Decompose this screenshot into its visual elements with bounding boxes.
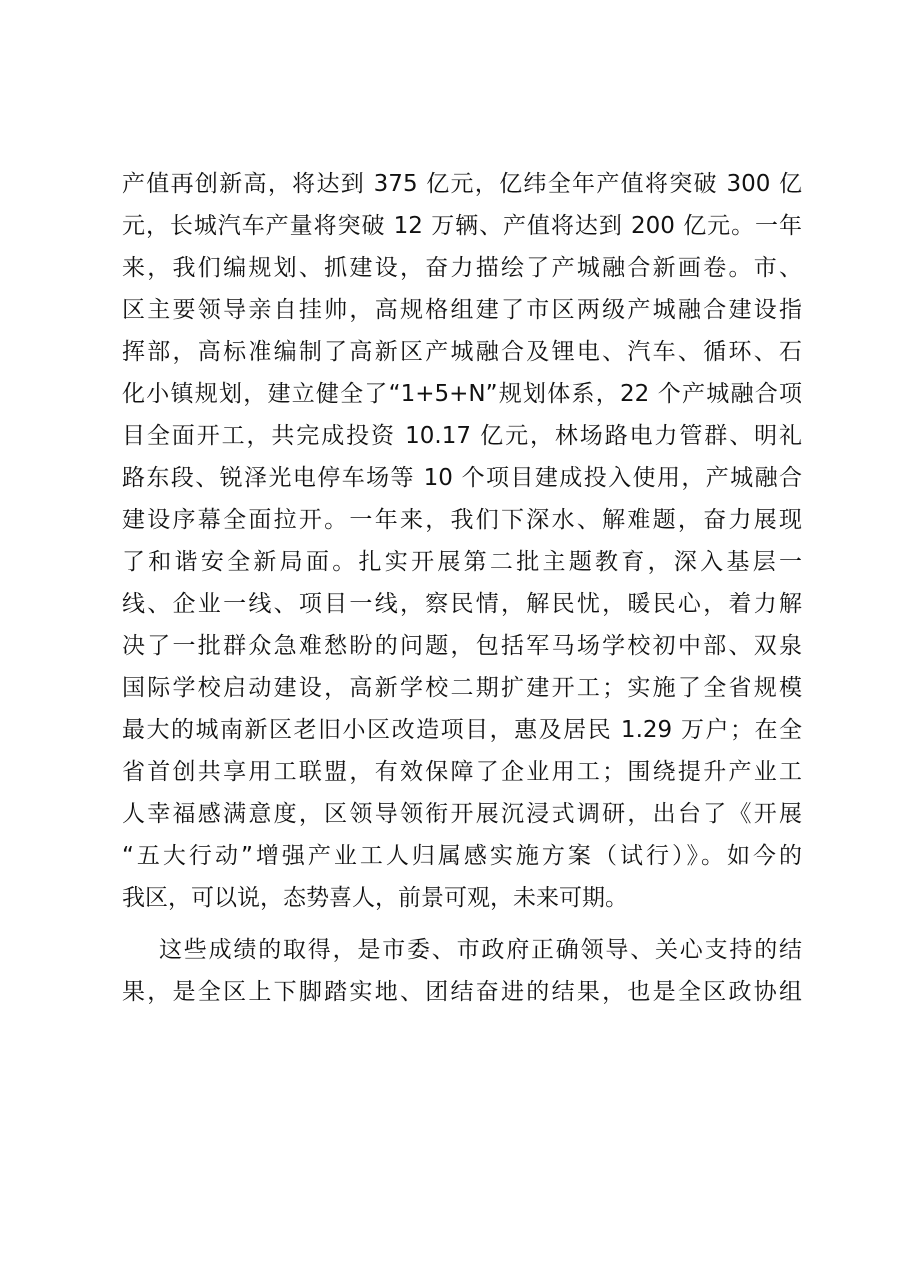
text-line: 最大的城南新区老旧小区改造项目，惠及居民 1.29 万户；在全	[122, 717, 802, 743]
text-line: 建设序幕全面拉开。一年来，我们下深水、解难题，奋力展现	[122, 507, 802, 533]
text-line: 元，长城汽车产量将突破 12 万辆、产值将达到 200 亿元。一年	[122, 213, 802, 239]
text-line: 果，是全区上下脚踏实地、团结奋进的结果，也是全区政协组	[122, 979, 802, 1005]
paragraph-gap	[122, 919, 802, 929]
text-line: 区主要领导亲自挂帅，高规格组建了市区两级产城融合建设指	[122, 297, 802, 323]
text-line: 目全面开工，共完成投资 10.17 亿元，林场路电力管群、明礼	[122, 423, 802, 449]
text-line: 挥部，高标准编制了高新区产城融合及锂电、汽车、循环、石	[122, 339, 802, 365]
text-line: 我区，可以说，态势喜人，前景可观，未来可期。	[122, 885, 628, 911]
text-line: 来，我们编规划、抓建设，奋力描绘了产城融合新画卷。市、	[122, 255, 802, 281]
text-line: 省首创共享用工联盟，有效保障了企业用工；围绕提升产业工	[122, 759, 802, 785]
text-line: 线、企业一线、项目一线，察民情，解民忧，暖民心，着力解	[122, 591, 802, 617]
document-body	[122, 163, 802, 1013]
paragraph-1	[122, 163, 802, 919]
text-line: 路东段、锐泽光电停车场等 10 个项目建成投入使用，产城融合	[122, 465, 802, 491]
text-line: “五大行动”增强产业工人归属感实施方案（试行）》。如今的	[122, 843, 802, 869]
text-line: 人幸福感满意度，区领导领衔开展沉浸式调研，出台了《开展	[122, 801, 802, 827]
text-line: 决了一批群众急难愁盼的问题，包括军马场学校初中部、双泉	[122, 633, 802, 659]
text-line: 国际学校启动建设，高新学校二期扩建开工；实施了全省规模	[122, 675, 802, 701]
paragraph-2	[122, 929, 802, 1013]
text-line: 化小镇规划，建立健全了“1+5+N”规划体系，22 个产城融合项	[122, 381, 802, 407]
text-line: 这些成绩的取得，是市委、市政府正确领导、关心支持的结	[159, 937, 802, 963]
text-line: 产值再创新高，将达到 375 亿元，亿纬全年产值将突破 300 亿	[122, 171, 802, 197]
text-line: 了和谐安全新局面。扎实开展第二批主题教育，深入基层一	[122, 549, 802, 575]
